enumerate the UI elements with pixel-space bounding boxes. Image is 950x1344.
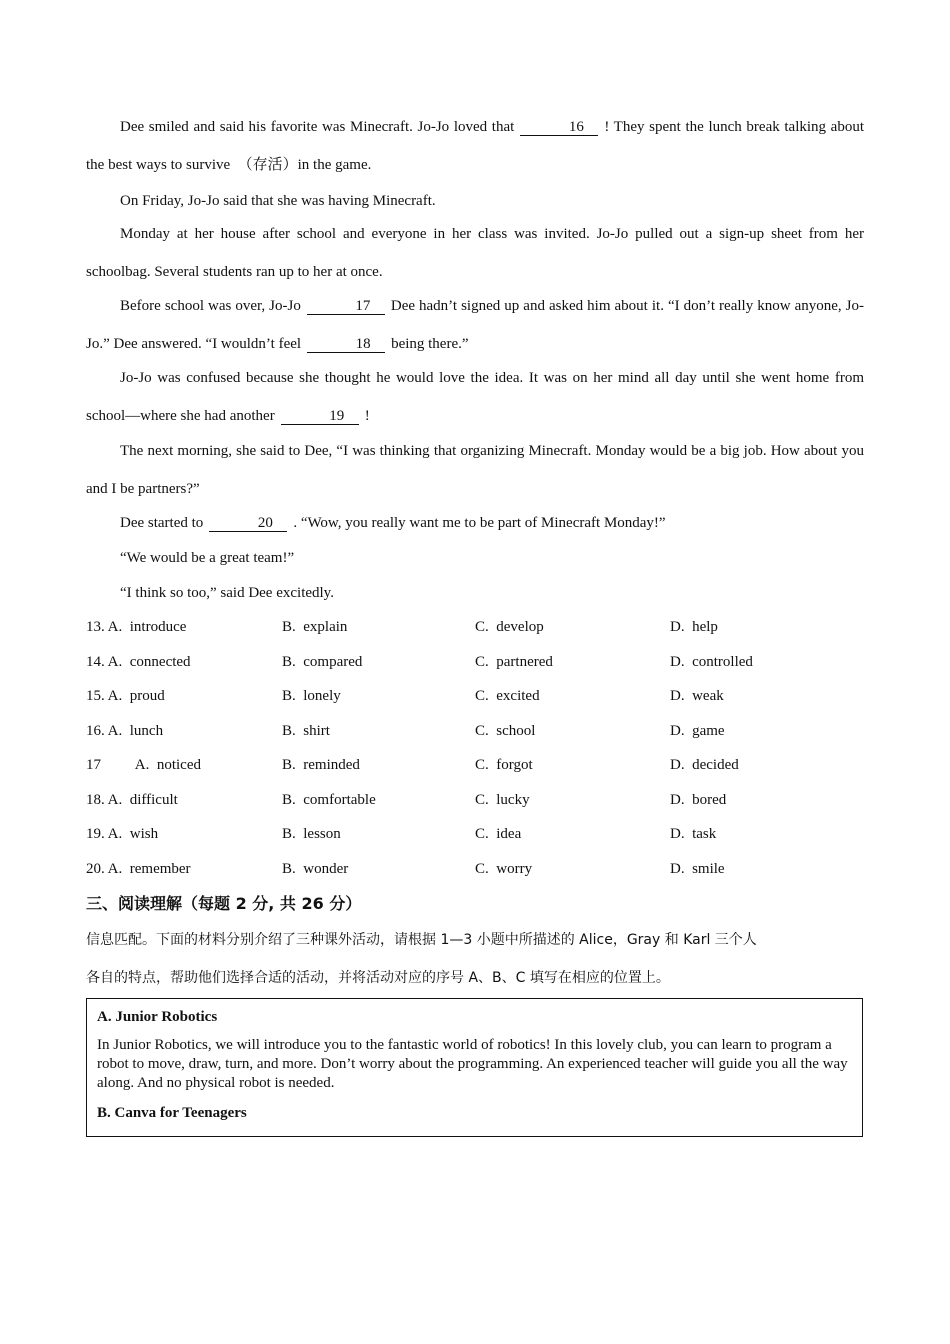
paragraph-7 — [86, 513, 864, 533]
question-17-options — [86, 755, 864, 775]
question-14-options — [86, 652, 864, 672]
section-instruction-line-1: 信息匹配。下面的材料分别介绍了三种课外活动，请根据 1—3 小题中所描述的 Alice，Gray 和 Karl 三个人 — [86, 932, 757, 948]
option-d: D. smile — [670, 861, 725, 877]
option-a: 19. A. wish — [86, 826, 159, 842]
question-20-options — [86, 859, 864, 879]
option-a: 18. A. difficult — [86, 792, 178, 808]
option-d: D. controlled — [670, 654, 753, 670]
option-b: B. lesson — [282, 826, 341, 842]
option-c: C. partnered — [475, 654, 553, 670]
activity-b-title: B. Canva for Teenagers — [97, 1105, 247, 1121]
activity-a-title: A. Junior Robotics — [97, 1009, 218, 1025]
option-c: C. school — [475, 723, 536, 739]
option-b: B. shirt — [282, 723, 330, 739]
option-a: 14. A. connected — [86, 654, 191, 670]
question-16-options — [86, 721, 864, 741]
question-15-options — [86, 686, 864, 706]
option-c: C. develop — [475, 619, 544, 635]
paragraph-4 — [86, 287, 864, 363]
option-d: D. task — [670, 826, 717, 842]
option-c: C. forgot — [475, 757, 533, 773]
paragraph-8: “We would be a great team!” — [120, 550, 295, 566]
paragraph-6: The next morning, she said to Dee, “I was thinking that organizing Minecraft. Monday would be a big job. How about you and I be partners?” — [86, 443, 864, 497]
option-c: C. lucky — [475, 792, 530, 808]
option-c: C. idea — [475, 826, 522, 842]
paragraph-1 — [86, 108, 864, 184]
option-d: D. game — [670, 723, 725, 739]
option-d: D. help — [670, 619, 718, 635]
paragraph-2: On Friday, Jo-Jo said that she was having Minecraft. — [120, 193, 436, 209]
blank-20: 20 — [209, 515, 287, 532]
option-c: C. excited — [475, 688, 540, 704]
option-a: 16. A. lunch — [86, 723, 164, 739]
paragraph-9: “I think so too,” said Dee excitedly. — [120, 585, 334, 601]
option-d: D. bored — [670, 792, 727, 808]
option-d: D. weak — [670, 688, 724, 704]
option-a: 13. A. introduce — [86, 619, 187, 635]
option-b: B. lonely — [282, 688, 341, 704]
option-a: 17 A. noticed — [86, 757, 201, 773]
option-b: B. comfortable — [282, 792, 376, 808]
question-13-options — [86, 617, 864, 637]
option-d: D. decided — [670, 757, 739, 773]
question-19-options — [86, 824, 864, 844]
question-18-options — [86, 790, 864, 810]
text: being there.” — [391, 336, 469, 352]
text: Dee smiled and said his favorite was Minecraft. Jo-Jo loved that — [120, 119, 515, 135]
option-b: B. explain — [282, 619, 348, 635]
text: Jo-Jo was confused because she thought he would love the idea. It was on her mind all day until she went home from school—where she had another — [86, 370, 864, 424]
text: . “Wow, you really want me to be part of Minecraft Monday!” — [293, 515, 666, 531]
option-a: 15. A. proud — [86, 688, 165, 704]
blank-16: 16 — [520, 119, 598, 136]
paragraph-5 — [86, 359, 864, 435]
text: ! They spent the lunch break talking about the best ways to survive （存活）in the game. — [86, 119, 865, 173]
blank-17: 17 — [307, 298, 385, 315]
blank-18: 18 — [307, 336, 385, 353]
text: Before school was over, Jo-Jo — [120, 298, 301, 314]
option-c: C. worry — [475, 861, 533, 877]
option-b: B. wonder — [282, 861, 349, 877]
section-instruction-line-2: 各自的特点，帮助他们选择合适的活动，并将活动对应的序号 A、B、C 填写在相应的位置上。 — [86, 970, 670, 986]
option-a: 20. A. remember — [86, 861, 191, 877]
option-b: B. compared — [282, 654, 363, 670]
section-title: 三、阅读理解（每题 2 分, 共 26 分） — [86, 894, 362, 913]
blank-19: 19 — [281, 408, 359, 425]
activity-a-text: In Junior Robotics, we will introduce you to the fantastic world of robotics! In this lovely club, you can learn to program a robot to move, draw, turn, and more. Don’t worry about the programming. An experienced teacher will guide you all the way along. And no physical robot is needed. — [97, 1037, 848, 1091]
paragraph-3: Monday at her house after school and everyone in her class was invited. Jo-Jo pulled out a sign-up sheet from her schoolbag. Several students ran up to her at once. — [86, 226, 864, 280]
activity-box — [86, 998, 863, 1137]
text: Dee started to — [120, 515, 204, 531]
option-b: B. reminded — [282, 757, 360, 773]
text: Dee hadn’t signed up and asked him about it. “I don’t really know anyone, Jo-Jo.” Dee answered. “I wouldn’t feel — [86, 298, 864, 352]
text: ! — [364, 408, 370, 424]
